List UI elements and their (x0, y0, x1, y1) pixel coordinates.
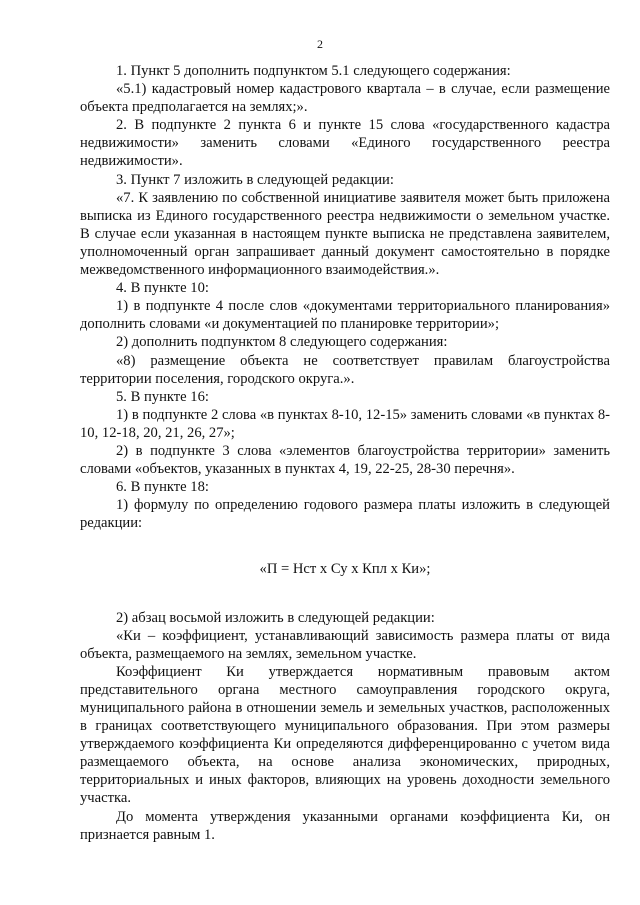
paragraph-6: 4. В пункте 10: (116, 280, 209, 297)
document-body (80, 62, 610, 844)
paragraph-18: До момента утверждения указанными органами коэффициента Ки, он признается равным 1. (80, 808, 610, 843)
paragraph-14: 1) формулу по определению годового размера платы изложить в следующей редакции: (80, 497, 610, 532)
paragraph-4: 3. Пункт 7 изложить в следующей редакции: (116, 171, 394, 188)
paragraph-2: «5.1) кадастровый номер кадастрового квартала – в случае, если размещение объекта предполагается на землях;». (80, 81, 610, 116)
paragraph-17: Коэффициент Ки утверждается нормативным правовым актом представительного органа местного самоуправления городского округа, муниципального района в отношении земель и земельных участков, расположенных в границах соответствующего муниципального образования. При этом размеры утверждаемого коэффициента Ки определяются дифференцированно с учетом вида размещаемого объекта, на основе анализа экономических, природных, территориальных и иных факторов, влияющих на уровень доходности земельного участка. (80, 663, 610, 807)
paragraph-11: 1) в подпункте 2 слова «в пунктах 8-10, 12-15» заменить словами «в пунктах 8-10, 12-18, 20, 21, 26, 27»; (80, 406, 610, 441)
paragraph-3: 2. В подпункте 2 пункта 6 и пункте 15 слова «государственного кадастра недвижимости» заменить словами «Единого государственного реестра недвижимости». (80, 117, 610, 170)
paragraph-15: 2) абзац восьмой изложить в следующей редакции: (116, 609, 435, 626)
paragraph-12: 2) в подпункте 3 слова «элементов благоустройства территории» заменить словами «объектов, указанных в пунктах 4, 19, 22-25, 28-30 перечня». (80, 442, 610, 478)
formula: «П = Нст х Су х Кпл х Ки»; (259, 561, 431, 578)
paragraph-8: 2) дополнить подпунктом 8 следующего содержания: (116, 334, 448, 351)
paragraph-13: 6. В пункте 18: (116, 479, 209, 496)
paragraph-16: «Ки – коэффициент, устанавливающий зависимость размера платы от вида объекта, размещаемого на землях, земельном участке. (80, 627, 610, 662)
paragraph-10: 5. В пункте 16: (116, 388, 209, 405)
paragraph-7: 1) в подпункте 4 после слов «документами территориального планирования» дополнить словами «и документацией по планировке территории»; (80, 298, 610, 333)
paragraph-5: «7. К заявлению по собственной инициативе заявителя может быть приложена выписка из Единого государственного реестра недвижимости о земельном участке. В случае если указанная в настоящем пункте выписка не представлена заявителем, уполномоченный орган запрашивает данный документ самостоятельно в порядке межведомственного информационного взаимодействия.». (80, 189, 610, 279)
paragraph-1: 1. Пункт 5 дополнить подпунктом 5.1 следующего содержания: (116, 63, 511, 79)
paragraph-9: «8) размещение объекта не соответствует правилам благоустройства территории поселения, городского округа.». (80, 352, 610, 387)
page-number: 2 (317, 37, 323, 51)
